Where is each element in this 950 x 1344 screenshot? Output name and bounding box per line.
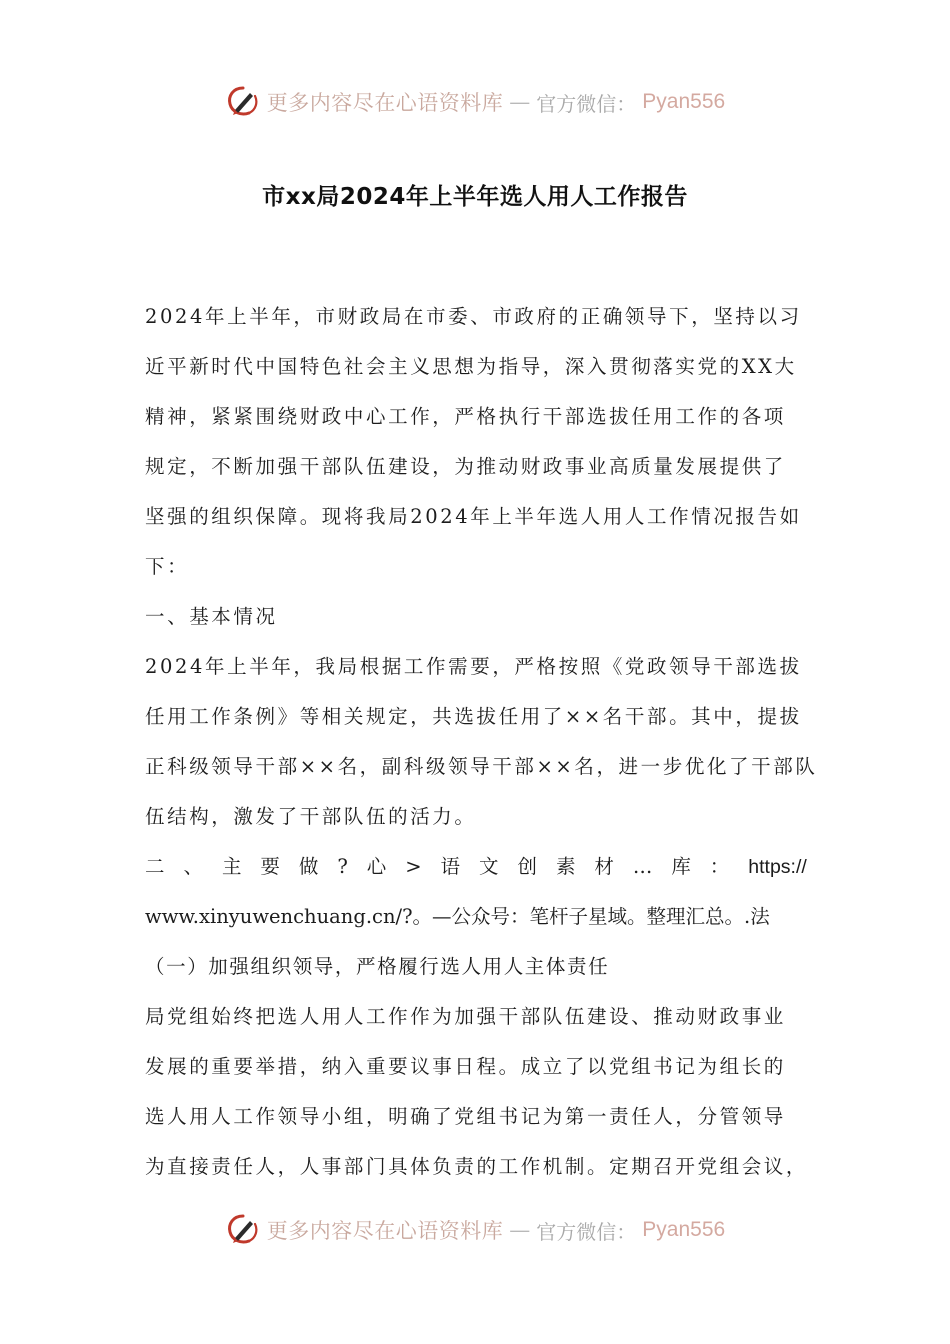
paragraph-line: 近平新时代中国特色社会主义思想为指导，深入贯彻落实党的XX大 — [145, 355, 797, 378]
pen-swirl-logo-icon — [225, 84, 261, 120]
banner-separator: — — [509, 90, 531, 114]
paragraph-line: 下： — [145, 555, 190, 578]
paragraph-line: 精神，紧紧围绕财政中心工作，严格执行干部选拔任用工作的各项 — [145, 405, 786, 428]
pen-swirl-logo-icon — [225, 1212, 261, 1248]
paragraph-line: 2024年上半年，市财政局在市委、市政府的正确领导下，坚持以习 — [145, 305, 802, 328]
paragraph-line: 发展的重要举措，纳入重要议事日程。成立了以党组书记为组长的 — [145, 1055, 786, 1078]
spaced-char: ： — [709, 855, 730, 878]
paragraph-line: 正科级领导干部××名，副科级领导干部××名，进一步优化了干部队 — [145, 755, 818, 778]
spaced-char: 、 — [183, 855, 203, 878]
url-line: www.xinyuwenchuang.cn/?。—公众号：笔杆子星域。整理汇总。.法 — [145, 905, 770, 928]
spaced-char: 要 — [260, 855, 280, 878]
banner-wechat-label: 官方微信： — [536, 1219, 637, 1244]
subsection-heading: （一）加强组织领导，严格履行选人用人主体责任 — [145, 955, 610, 978]
header-banner — [0, 82, 950, 122]
spaced-char: 二 — [145, 855, 165, 878]
document-body — [145, 292, 818, 1192]
spaced-char: 文 — [479, 855, 499, 878]
banner-wechat-label: 官方微信： — [536, 91, 637, 116]
spaced-char: 创 — [517, 855, 537, 878]
banner-wechat-id: Pyan556 — [642, 1218, 726, 1241]
url-fragment: https:// — [748, 856, 807, 878]
paragraph-line: 任用工作条例》等相关规定，共选拔任用了××名干部。其中，提拔 — [145, 705, 802, 728]
paragraph-line: 坚强的组织保障。现将我局2024年上半年选人用人工作情况报告如 — [145, 505, 802, 528]
spaced-char: 语 — [440, 855, 461, 878]
paragraph-line: 为直接责任人，人事部门具体负责的工作机制。定期召开党组会议， — [145, 1155, 809, 1178]
spaced-char: … — [632, 855, 653, 878]
spaced-char: ? — [337, 855, 348, 878]
spaced-char: 素 — [555, 855, 576, 878]
section-heading-spaced — [145, 842, 807, 892]
paragraph-line: 局党组始终把选人用人工作作为加强干部队伍建设、推动财政事业 — [145, 1005, 786, 1028]
spaced-char: 库 — [671, 855, 691, 878]
banner-title: 更多内容尽在心语资料库 — [266, 1219, 504, 1243]
paragraph-line: 选人用人工作领导小组，明确了党组书记为第一责任人，分管领导 — [145, 1105, 786, 1128]
banner-wechat-id: Pyan556 — [642, 90, 726, 113]
document-title: 市xx局2024年上半年选人用人工作报告 — [262, 184, 688, 210]
spaced-char: 材 — [594, 855, 614, 878]
paragraph-line: 伍结构，激发了干部队伍的活力。 — [145, 805, 477, 828]
spaced-char: > — [405, 855, 422, 878]
spaced-char: 主 — [221, 855, 242, 878]
paragraph-line: 规定，不断加强干部队伍建设，为推动财政事业高质量发展提供了 — [145, 455, 786, 478]
banner-separator: — — [509, 1218, 531, 1242]
paragraph-line: 2024年上半年，我局根据工作需要，严格按照《党政领导干部选拔 — [145, 655, 802, 678]
spaced-char: 做 — [298, 855, 319, 878]
spaced-char: 心 — [366, 855, 387, 878]
footer-banner — [0, 1210, 950, 1250]
banner-title: 更多内容尽在心语资料库 — [266, 91, 504, 115]
section-heading: 一、基本情况 — [145, 605, 278, 628]
